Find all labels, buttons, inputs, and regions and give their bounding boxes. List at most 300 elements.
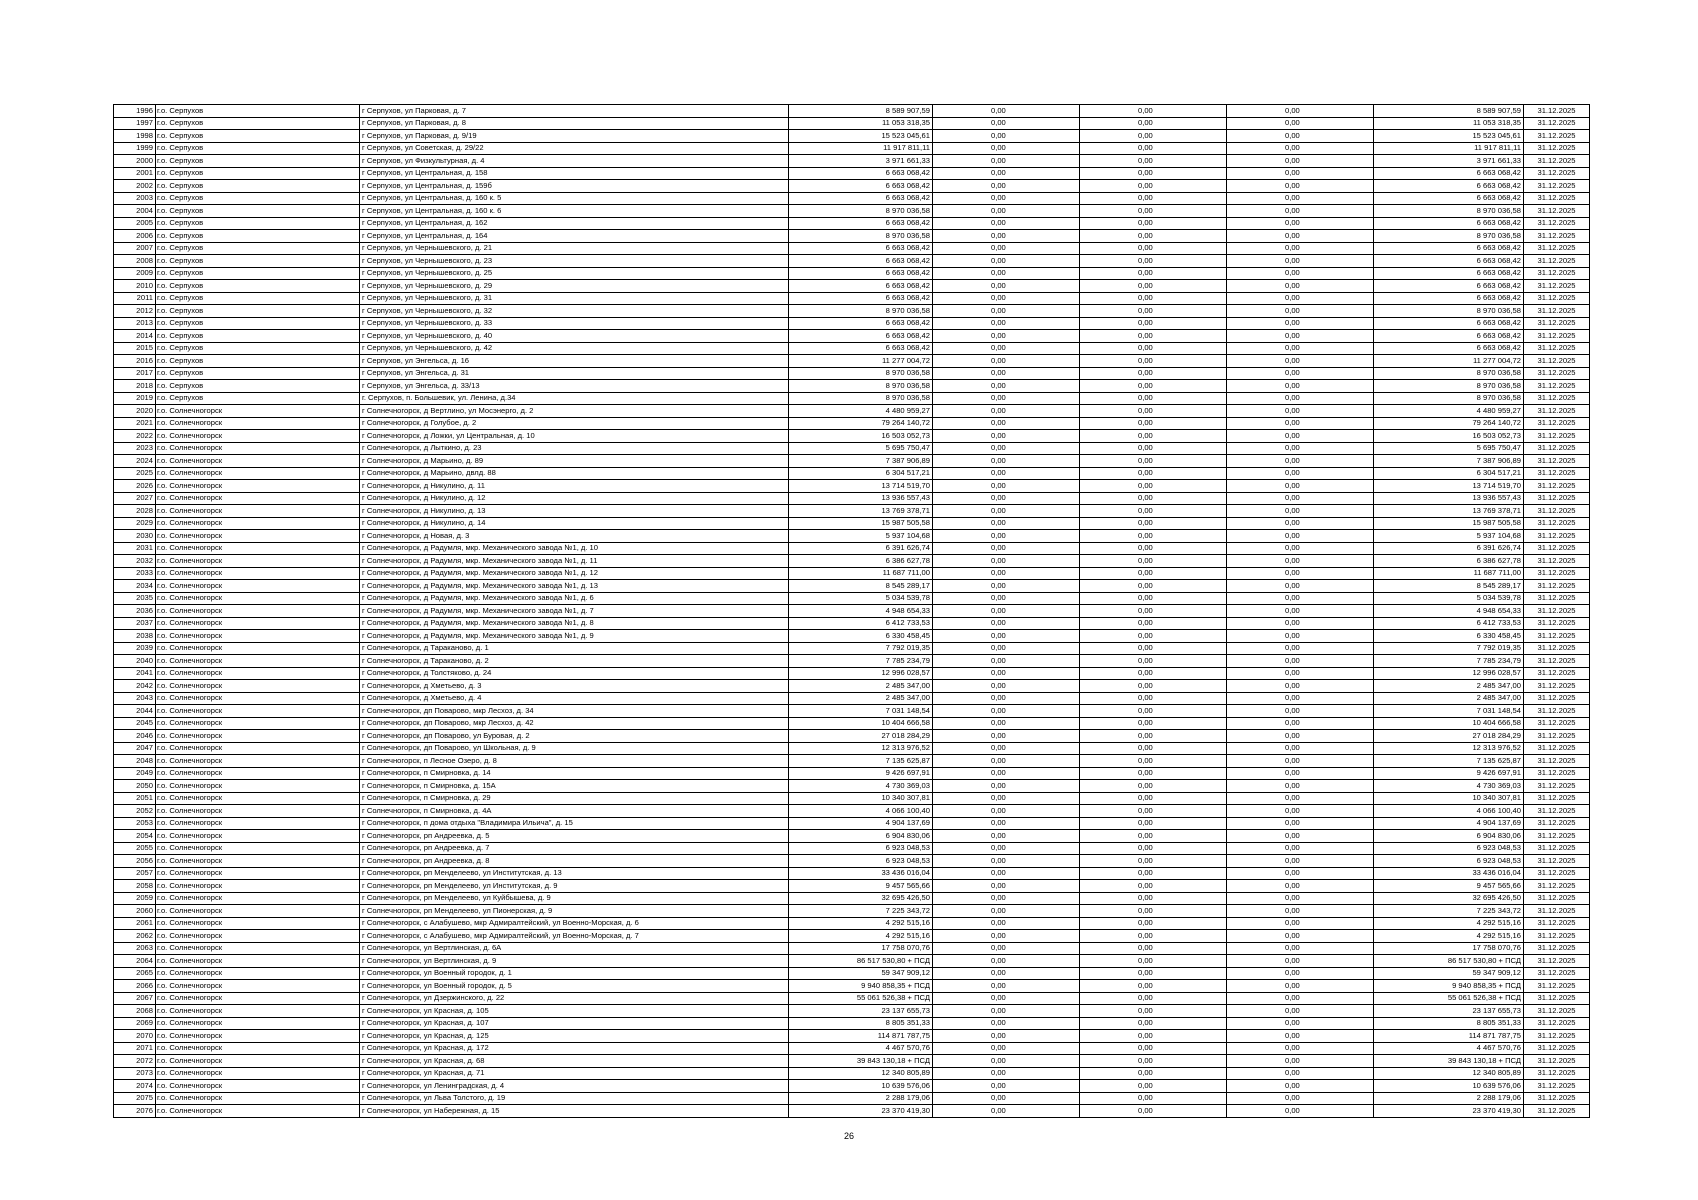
address-cell: г Солнечногорск, ул Дзержинского, д. 22 [360,992,789,1005]
address-cell: г Солнечногорск, д Лыткино, д. 23 [360,442,789,455]
address-cell: г Солнечногорск, д Радумля, мкр. Механического завода №1, д. 7 [360,605,789,618]
table-row [114,330,1590,343]
amount-cell: 23 370 419,30 [789,1105,933,1118]
total-cell: 4 467 570,76 [1374,1042,1524,1055]
address-cell: г Солнечногорск, ул Вертлинская, д. 9 [360,955,789,968]
zero-cell-2: 0,00 [1080,242,1227,255]
zero-cell-3: 0,00 [1227,1030,1374,1043]
row-number-cell: 2047 [114,742,156,755]
total-cell: 11 277 004,72 [1374,355,1524,368]
row-number-cell: 2067 [114,992,156,1005]
date-cell: 31.12.2025 [1524,630,1590,643]
zero-cell-2: 0,00 [1080,117,1227,130]
address-cell: г Серпухов, ул Центральная, д. 158 [360,167,789,180]
amount-cell: 13 769 378,71 [789,505,933,518]
zero-cell-3: 0,00 [1227,742,1374,755]
row-number-cell: 2023 [114,442,156,455]
amount-cell: 6 663 068,42 [789,180,933,193]
municipality-cell: г.о. Солнечногорск [156,780,360,793]
municipality-cell: г.о. Серпухов [156,180,360,193]
zero-cell-3: 0,00 [1227,267,1374,280]
total-cell: 8 545 289,17 [1374,580,1524,593]
row-number-cell: 2041 [114,667,156,680]
address-cell: г Серпухов, ул Советская, д. 29/22 [360,142,789,155]
municipality-cell: г.о. Солнечногорск [156,492,360,505]
amount-cell: 8 970 036,58 [789,392,933,405]
address-cell: г Солнечногорск, п Смирновка, д. 4А [360,805,789,818]
zero-cell-2: 0,00 [1080,1080,1227,1093]
address-cell: г Солнечногорск, с Алабушево, мкр Адмиралтейский, ул Военно-Морская, д. 7 [360,930,789,943]
address-cell: г Солнечногорск, п Смирновка, д. 29 [360,792,789,805]
total-cell: 13 769 378,71 [1374,505,1524,518]
date-cell: 31.12.2025 [1524,1042,1590,1055]
total-cell: 6 923 048,53 [1374,855,1524,868]
total-cell: 9 457 565,66 [1374,880,1524,893]
municipality-cell: г.о. Серпухов [156,105,360,118]
row-number-cell: 2042 [114,680,156,693]
zero-cell-2: 0,00 [1080,455,1227,468]
zero-cell-3: 0,00 [1227,555,1374,568]
table-row [114,880,1590,893]
zero-cell-1: 0,00 [933,617,1080,630]
zero-cell-1: 0,00 [933,1055,1080,1068]
municipality-cell: г.о. Серпухов [156,305,360,318]
zero-cell-1: 0,00 [933,1030,1080,1043]
zero-cell-2: 0,00 [1080,780,1227,793]
total-cell: 6 663 068,42 [1374,255,1524,268]
amount-cell: 6 663 068,42 [789,292,933,305]
amount-cell: 8 970 036,58 [789,205,933,218]
table-row [114,930,1590,943]
total-cell: 12 996 028,57 [1374,667,1524,680]
zero-cell-3: 0,00 [1227,317,1374,330]
total-cell: 4 730 369,03 [1374,780,1524,793]
amount-cell: 86 517 530,80 + ПСД [789,955,933,968]
table-row [114,155,1590,168]
municipality-cell: г.о. Солнечногорск [156,1055,360,1068]
zero-cell-1: 0,00 [933,967,1080,980]
zero-cell-3: 0,00 [1227,855,1374,868]
address-cell: г Серпухов, ул Центральная, д. 160 к. 5 [360,192,789,205]
total-cell: 4 292 515,16 [1374,930,1524,943]
municipality-cell: г.о. Серпухов [156,292,360,305]
zero-cell-2: 0,00 [1080,292,1227,305]
municipality-cell: г.о. Солнечногорск [156,942,360,955]
total-cell: 7 135 625,87 [1374,755,1524,768]
zero-cell-2: 0,00 [1080,617,1227,630]
row-number-cell: 2006 [114,230,156,243]
zero-cell-2: 0,00 [1080,817,1227,830]
amount-cell: 11 687 711,00 [789,567,933,580]
zero-cell-3: 0,00 [1227,417,1374,430]
zero-cell-3: 0,00 [1227,180,1374,193]
table-row [114,142,1590,155]
zero-cell-3: 0,00 [1227,880,1374,893]
table-row [114,517,1590,530]
table-row [114,892,1590,905]
zero-cell-3: 0,00 [1227,755,1374,768]
zero-cell-2: 0,00 [1080,342,1227,355]
zero-cell-1: 0,00 [933,742,1080,755]
address-cell: г Солнечногорск, д Вертлино, ул Мосэнерго, д. 2 [360,405,789,418]
zero-cell-2: 0,00 [1080,755,1227,768]
date-cell: 31.12.2025 [1524,617,1590,630]
zero-cell-2: 0,00 [1080,567,1227,580]
address-cell: г Солнечногорск, д Тараканово, д. 1 [360,642,789,655]
total-cell: 10 340 307,81 [1374,792,1524,805]
table-row [114,855,1590,868]
total-cell: 7 387 906,89 [1374,455,1524,468]
row-number-cell: 2064 [114,955,156,968]
zero-cell-2: 0,00 [1080,992,1227,1005]
zero-cell-3: 0,00 [1227,980,1374,993]
zero-cell-2: 0,00 [1080,917,1227,930]
zero-cell-2: 0,00 [1080,392,1227,405]
zero-cell-2: 0,00 [1080,592,1227,605]
municipality-cell: г.о. Солнечногорск [156,1105,360,1118]
amount-cell: 8 589 907,59 [789,105,933,118]
zero-cell-2: 0,00 [1080,1105,1227,1118]
municipality-cell: г.о. Солнечногорск [156,767,360,780]
municipality-cell: г.о. Солнечногорск [156,1030,360,1043]
table-row [114,355,1590,368]
zero-cell-2: 0,00 [1080,480,1227,493]
zero-cell-2: 0,00 [1080,1092,1227,1105]
zero-cell-2: 0,00 [1080,142,1227,155]
zero-cell-1: 0,00 [933,467,1080,480]
address-cell: г Серпухов, ул Чернышевского, д. 40 [360,330,789,343]
zero-cell-3: 0,00 [1227,217,1374,230]
address-cell: г Серпухов, ул Физкультурная, д. 4 [360,155,789,168]
zero-cell-2: 0,00 [1080,630,1227,643]
zero-cell-3: 0,00 [1227,967,1374,980]
amount-cell: 15 523 045,61 [789,130,933,143]
zero-cell-2: 0,00 [1080,867,1227,880]
address-cell: г Солнечногорск, ул Красная, д. 105 [360,1005,789,1018]
municipality-cell: г.о. Солнечногорск [156,642,360,655]
zero-cell-2: 0,00 [1080,742,1227,755]
date-cell: 31.12.2025 [1524,917,1590,930]
row-number-cell: 2044 [114,705,156,718]
zero-cell-1: 0,00 [933,192,1080,205]
municipality-cell: г.о. Солнечногорск [156,517,360,530]
address-cell: г Солнечногорск, д Новая, д. 3 [360,530,789,543]
amount-cell: 10 639 576,06 [789,1080,933,1093]
zero-cell-3: 0,00 [1227,355,1374,368]
total-cell: 79 264 140,72 [1374,417,1524,430]
address-cell: г Солнечногорск, рп Менделеево, ул Институтская, д. 9 [360,880,789,893]
total-cell: 6 663 068,42 [1374,267,1524,280]
amount-cell: 16 503 052,73 [789,430,933,443]
zero-cell-1: 0,00 [933,242,1080,255]
table-row [114,442,1590,455]
zero-cell-3: 0,00 [1227,830,1374,843]
date-cell: 31.12.2025 [1524,392,1590,405]
total-cell: 15 987 505,58 [1374,517,1524,530]
total-cell: 6 663 068,42 [1374,342,1524,355]
zero-cell-2: 0,00 [1080,1055,1227,1068]
table-row [114,117,1590,130]
row-number-cell: 2063 [114,942,156,955]
address-cell: г Солнечногорск, ул Вертлинская, д. 6А [360,942,789,955]
zero-cell-1: 0,00 [933,717,1080,730]
table-row [114,605,1590,618]
table-row [114,805,1590,818]
municipality-cell: г.о. Серпухов [156,167,360,180]
municipality-cell: г.о. Солнечногорск [156,917,360,930]
row-number-cell: 2012 [114,305,156,318]
row-number-cell: 2048 [114,755,156,768]
address-cell: г Солнечногорск, п Смирновка, д. 14 [360,767,789,780]
zero-cell-1: 0,00 [933,980,1080,993]
address-cell: г Солнечногорск, д Никулино, д. 13 [360,505,789,518]
date-cell: 31.12.2025 [1524,117,1590,130]
address-cell: г Солнечногорск, рп Менделеево, ул Институтская, д. 13 [360,867,789,880]
date-cell: 31.12.2025 [1524,605,1590,618]
amount-cell: 6 412 733,53 [789,617,933,630]
row-number-cell: 2050 [114,780,156,793]
zero-cell-1: 0,00 [933,955,1080,968]
zero-cell-3: 0,00 [1227,842,1374,855]
amount-cell: 11 917 811,11 [789,142,933,155]
row-number-cell: 2031 [114,542,156,555]
row-number-cell: 2052 [114,805,156,818]
municipality-cell: г.о. Солнечногорск [156,817,360,830]
amount-cell: 8 970 036,58 [789,380,933,393]
table-row [114,867,1590,880]
amount-cell: 7 785 234,79 [789,655,933,668]
table-row [114,1092,1590,1105]
row-number-cell: 2060 [114,905,156,918]
address-cell: г Серпухов, ул Парковая, д. 9/19 [360,130,789,143]
row-number-cell: 2032 [114,555,156,568]
zero-cell-1: 0,00 [933,842,1080,855]
zero-cell-1: 0,00 [933,180,1080,193]
total-cell: 12 313 976,52 [1374,742,1524,755]
table-row [114,680,1590,693]
row-number-cell: 2007 [114,242,156,255]
zero-cell-2: 0,00 [1080,530,1227,543]
table-row [114,480,1590,493]
amount-cell: 114 871 787,75 [789,1030,933,1043]
municipality-cell: г.о. Солнечногорск [156,1092,360,1105]
address-cell: г Солнечногорск, д Никулино, д. 11 [360,480,789,493]
address-cell: г Солнечногорск, д Голубое, д. 2 [360,417,789,430]
zero-cell-1: 0,00 [933,880,1080,893]
date-cell: 31.12.2025 [1524,667,1590,680]
address-cell: г Солнечногорск, рп Андреевка, д. 8 [360,855,789,868]
zero-cell-1: 0,00 [933,267,1080,280]
zero-cell-2: 0,00 [1080,330,1227,343]
table-row [114,580,1590,593]
zero-cell-1: 0,00 [933,342,1080,355]
row-number-cell: 2030 [114,530,156,543]
zero-cell-1: 0,00 [933,217,1080,230]
date-cell: 31.12.2025 [1524,180,1590,193]
date-cell: 31.12.2025 [1524,967,1590,980]
date-cell: 31.12.2025 [1524,1017,1590,1030]
zero-cell-1: 0,00 [933,417,1080,430]
zero-cell-2: 0,00 [1080,542,1227,555]
zero-cell-1: 0,00 [933,780,1080,793]
date-cell: 31.12.2025 [1524,817,1590,830]
amount-cell: 32 695 426,50 [789,892,933,905]
amount-cell: 12 313 976,52 [789,742,933,755]
zero-cell-1: 0,00 [933,830,1080,843]
amount-cell: 5 937 104,68 [789,530,933,543]
row-number-cell: 2013 [114,317,156,330]
table-row [114,405,1590,418]
zero-cell-1: 0,00 [933,392,1080,405]
zero-cell-2: 0,00 [1080,267,1227,280]
total-cell: 4 904 137,69 [1374,817,1524,830]
zero-cell-1: 0,00 [933,130,1080,143]
municipality-cell: г.о. Солнечногорск [156,592,360,605]
row-number-cell: 2057 [114,867,156,880]
amount-cell: 6 663 068,42 [789,267,933,280]
municipality-cell: г.о. Серпухов [156,355,360,368]
municipality-cell: г.о. Серпухов [156,230,360,243]
row-number-cell: 1998 [114,130,156,143]
zero-cell-1: 0,00 [933,755,1080,768]
total-cell: 5 034 539,78 [1374,592,1524,605]
row-number-cell: 2056 [114,855,156,868]
zero-cell-1: 0,00 [933,855,1080,868]
date-cell: 31.12.2025 [1524,780,1590,793]
zero-cell-1: 0,00 [933,630,1080,643]
zero-cell-2: 0,00 [1080,105,1227,118]
zero-cell-3: 0,00 [1227,105,1374,118]
zero-cell-1: 0,00 [933,142,1080,155]
zero-cell-3: 0,00 [1227,280,1374,293]
date-cell: 31.12.2025 [1524,330,1590,343]
zero-cell-2: 0,00 [1080,380,1227,393]
table-row [114,1080,1590,1093]
row-number-cell: 2074 [114,1080,156,1093]
address-cell: г Серпухов, ул Чернышевского, д. 21 [360,242,789,255]
table-row [114,980,1590,993]
amount-cell: 6 663 068,42 [789,317,933,330]
zero-cell-3: 0,00 [1227,492,1374,505]
municipality-cell: г.о. Солнечногорск [156,542,360,555]
zero-cell-2: 0,00 [1080,667,1227,680]
zero-cell-1: 0,00 [933,655,1080,668]
zero-cell-2: 0,00 [1080,255,1227,268]
table-row [114,267,1590,280]
row-number-cell: 2073 [114,1067,156,1080]
zero-cell-2: 0,00 [1080,555,1227,568]
zero-cell-2: 0,00 [1080,930,1227,943]
zero-cell-2: 0,00 [1080,230,1227,243]
municipality-cell: г.о. Солнечногорск [156,1067,360,1080]
table-row [114,1005,1590,1018]
zero-cell-2: 0,00 [1080,442,1227,455]
zero-cell-3: 0,00 [1227,167,1374,180]
zero-cell-3: 0,00 [1227,130,1374,143]
row-number-cell: 2065 [114,967,156,980]
table-row [114,942,1590,955]
zero-cell-1: 0,00 [933,230,1080,243]
zero-cell-1: 0,00 [933,305,1080,318]
date-cell: 31.12.2025 [1524,567,1590,580]
date-cell: 31.12.2025 [1524,305,1590,318]
table-row [114,705,1590,718]
zero-cell-2: 0,00 [1080,692,1227,705]
amount-cell: 9 940 858,35 + ПСД [789,980,933,993]
date-cell: 31.12.2025 [1524,880,1590,893]
date-cell: 31.12.2025 [1524,530,1590,543]
total-cell: 11 917 811,11 [1374,142,1524,155]
address-cell: г Солнечногорск, ул Военный городок, д. 5 [360,980,789,993]
zero-cell-1: 0,00 [933,805,1080,818]
total-cell: 2 288 179,06 [1374,1092,1524,1105]
table-row [114,467,1590,480]
total-cell: 6 304 517,21 [1374,467,1524,480]
amount-cell: 8 970 036,58 [789,230,933,243]
table-row [114,417,1590,430]
table-row [114,317,1590,330]
date-cell: 31.12.2025 [1524,380,1590,393]
row-number-cell: 2009 [114,267,156,280]
row-number-cell: 2049 [114,767,156,780]
total-cell: 6 663 068,42 [1374,242,1524,255]
table-row [114,817,1590,830]
address-cell: г Солнечногорск, п дома отдыха "Владимира Ильича", д. 15 [360,817,789,830]
zero-cell-3: 0,00 [1227,667,1374,680]
zero-cell-2: 0,00 [1080,892,1227,905]
amount-cell: 15 987 505,58 [789,517,933,530]
municipality-cell: г.о. Серпухов [156,242,360,255]
table-row [114,730,1590,743]
row-number-cell: 2021 [114,417,156,430]
table-row [114,492,1590,505]
zero-cell-2: 0,00 [1080,942,1227,955]
address-cell: г Солнечногорск, д Никулино, д. 14 [360,517,789,530]
municipality-cell: г.о. Солнечногорск [156,605,360,618]
zero-cell-1: 0,00 [933,330,1080,343]
date-cell: 31.12.2025 [1524,955,1590,968]
date-cell: 31.12.2025 [1524,580,1590,593]
zero-cell-3: 0,00 [1227,117,1374,130]
municipality-cell: г.о. Серпухов [156,130,360,143]
date-cell: 31.12.2025 [1524,767,1590,780]
total-cell: 8 970 036,58 [1374,367,1524,380]
date-cell: 31.12.2025 [1524,892,1590,905]
amount-cell: 8 970 036,58 [789,367,933,380]
table-row [114,905,1590,918]
zero-cell-3: 0,00 [1227,367,1374,380]
zero-cell-1: 0,00 [933,692,1080,705]
amount-cell: 6 663 068,42 [789,330,933,343]
total-cell: 12 340 805,89 [1374,1067,1524,1080]
row-number-cell: 2024 [114,455,156,468]
municipality-cell: г.о. Солнечногорск [156,455,360,468]
row-number-cell: 2005 [114,217,156,230]
total-cell: 6 386 627,78 [1374,555,1524,568]
zero-cell-1: 0,00 [933,355,1080,368]
address-cell: г Солнечногорск, дп Поварово, ул Школьная, д. 9 [360,742,789,755]
zero-cell-2: 0,00 [1080,955,1227,968]
table-row [114,842,1590,855]
date-cell: 31.12.2025 [1524,942,1590,955]
municipality-cell: г.о. Солнечногорск [156,967,360,980]
address-cell: г Солнечногорск, с Алабушево, мкр Адмиралтейский, ул Военно-Морская, д. 6 [360,917,789,930]
total-cell: 9 426 697,91 [1374,767,1524,780]
date-cell: 31.12.2025 [1524,755,1590,768]
zero-cell-1: 0,00 [933,867,1080,880]
row-number-cell: 2002 [114,180,156,193]
municipality-cell: г.о. Солнечногорск [156,655,360,668]
